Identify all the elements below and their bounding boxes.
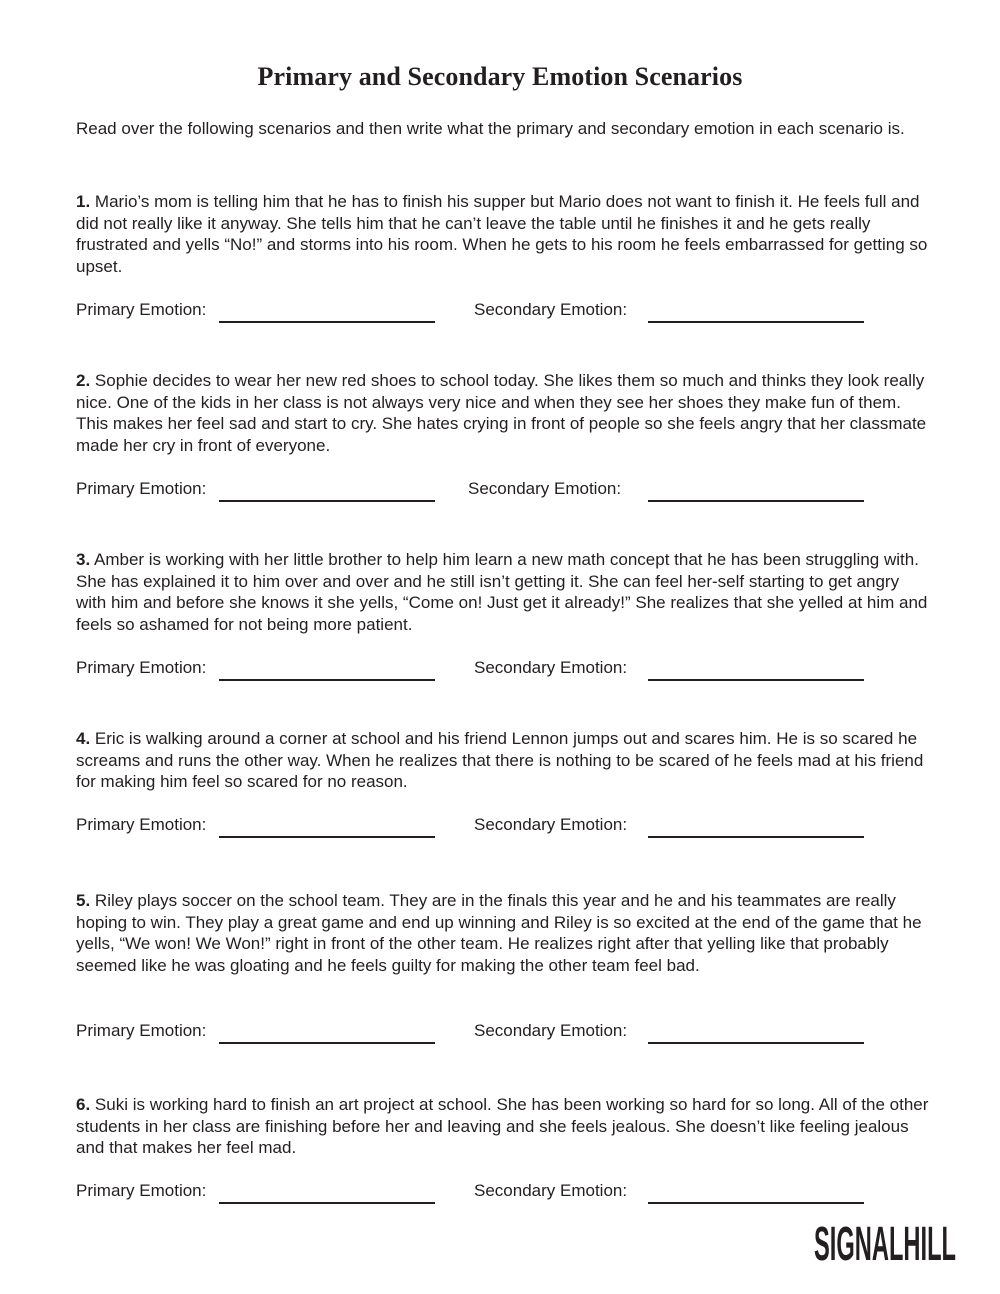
scenario-body: Riley plays soccer on the school team. They are in the finals this year and he and his teammates are really hoping to win. They play a great game and end up winning and Riley is so excited at the end of the game that he yells, “We won! We Won!” right in front of the other team. He realizes right after that yelling like that probably seemed like he was gloating and he feels guilty for making the other team feel bad.	[76, 891, 922, 976]
scenario-text	[76, 728, 930, 793]
scenario-body: Amber is working with her little brother to help him learn a new math concept that he has been struggling with. She has explained it to him over and over and he still isn’t getting it. She can feel her-self starting to get angry with him and before she knows it she yells, “Come on! Just get it already!” She realizes that she yelled at him and feels so ashamed for not being more patient.	[76, 550, 928, 635]
secondary-emotion-line[interactable]	[648, 836, 864, 838]
secondary-emotion-label: Secondary Emotion:	[474, 658, 628, 677]
scenario-number: 5.	[76, 891, 91, 910]
secondary-emotion-line[interactable]	[648, 1202, 864, 1204]
scenario-body: Suki is working hard to finish an art project at school. She has been working so hard for so long. All of the other students in her class are finishing before her and leaving and she feels jealous. She doesn’t like feeling jealous and that makes her feel mad.	[76, 1095, 929, 1158]
scenario-number: 4.	[76, 729, 91, 748]
signalhill-logo	[813, 1214, 958, 1264]
scenario-text	[76, 191, 930, 278]
secondary-emotion-line[interactable]	[648, 679, 864, 681]
primary-emotion-label: Primary Emotion:	[76, 658, 207, 677]
scenario-number: 2.	[76, 371, 91, 390]
primary-emotion-line[interactable]	[219, 500, 435, 502]
secondary-emotion-label: Secondary Emotion:	[468, 479, 622, 498]
scenario-6	[76, 1094, 930, 1200]
primary-emotion-line[interactable]	[219, 836, 435, 838]
scenario-number: 3.	[76, 550, 91, 569]
logo-wordmark: SIGNALHILL	[814, 1216, 956, 1264]
primary-emotion-line[interactable]	[219, 1202, 435, 1204]
primary-emotion-line[interactable]	[219, 679, 435, 681]
primary-emotion-label: Primary Emotion:	[76, 479, 207, 498]
scenario-4	[76, 728, 930, 834]
answer-row	[76, 300, 930, 326]
answer-row	[76, 815, 930, 841]
primary-emotion-label: Primary Emotion:	[76, 1181, 207, 1200]
primary-emotion-label: Primary Emotion:	[76, 300, 207, 319]
answer-row	[76, 658, 930, 684]
scenario-2	[76, 370, 930, 498]
scenario-text	[76, 549, 930, 636]
scenario-text	[76, 1094, 930, 1159]
scenario-1	[76, 191, 930, 319]
secondary-emotion-label: Secondary Emotion:	[474, 815, 628, 834]
secondary-emotion-line[interactable]	[648, 321, 864, 323]
answer-row	[76, 1181, 930, 1207]
primary-emotion-label: Primary Emotion:	[76, 1021, 207, 1040]
scenario-number: 6.	[76, 1095, 91, 1114]
secondary-emotion-label: Secondary Emotion:	[474, 300, 628, 319]
primary-emotion-label: Primary Emotion:	[76, 815, 207, 834]
scenario-body: Mario’s mom is telling him that he has to finish his supper but Mario does not want to finish it. He feels full and did not really like it anyway. She tells him that he can’t leave the table until he finishes it and he gets really frustrated and yells “No!” and storms into his room. When he gets to his room he feels embarrassed for getting so upset.	[76, 192, 928, 277]
scenario-text	[76, 890, 930, 977]
answer-row	[76, 1021, 930, 1047]
secondary-emotion-label: Secondary Emotion:	[474, 1021, 628, 1040]
primary-emotion-line[interactable]	[219, 321, 435, 323]
secondary-emotion-line[interactable]	[648, 500, 864, 502]
answer-row	[76, 479, 930, 505]
secondary-emotion-line[interactable]	[648, 1042, 864, 1044]
page-title: Primary and Secondary Emotion Scenarios	[257, 62, 743, 91]
instructions: Read over the following scenarios and then write what the primary and secondary emotion in each scenario is.	[76, 119, 905, 138]
primary-emotion-line[interactable]	[219, 1042, 435, 1044]
scenario-body: Sophie decides to wear her new red shoes to school today. She likes them so much and thinks they look really nice. One of the kids in her class is not always very nice and when they see her shoes they make fun of them. This makes her feel sad and start to cry. She hates crying in front of people so she feels angry that her classmate made her cry in front of everyone.	[76, 371, 927, 456]
scenario-3	[76, 549, 930, 677]
secondary-emotion-label: Secondary Emotion:	[474, 1181, 628, 1200]
scenario-5	[76, 890, 930, 1040]
scenario-number: 1.	[76, 192, 91, 211]
scenario-body: Eric is walking around a corner at school and his friend Lennon jumps out and scares him. He is so scared he screams and runs the other way. When he realizes that there is nothing to be scared of he feels mad at his friend for making him feel so scared for no reason.	[76, 729, 924, 792]
scenario-text	[76, 370, 930, 457]
